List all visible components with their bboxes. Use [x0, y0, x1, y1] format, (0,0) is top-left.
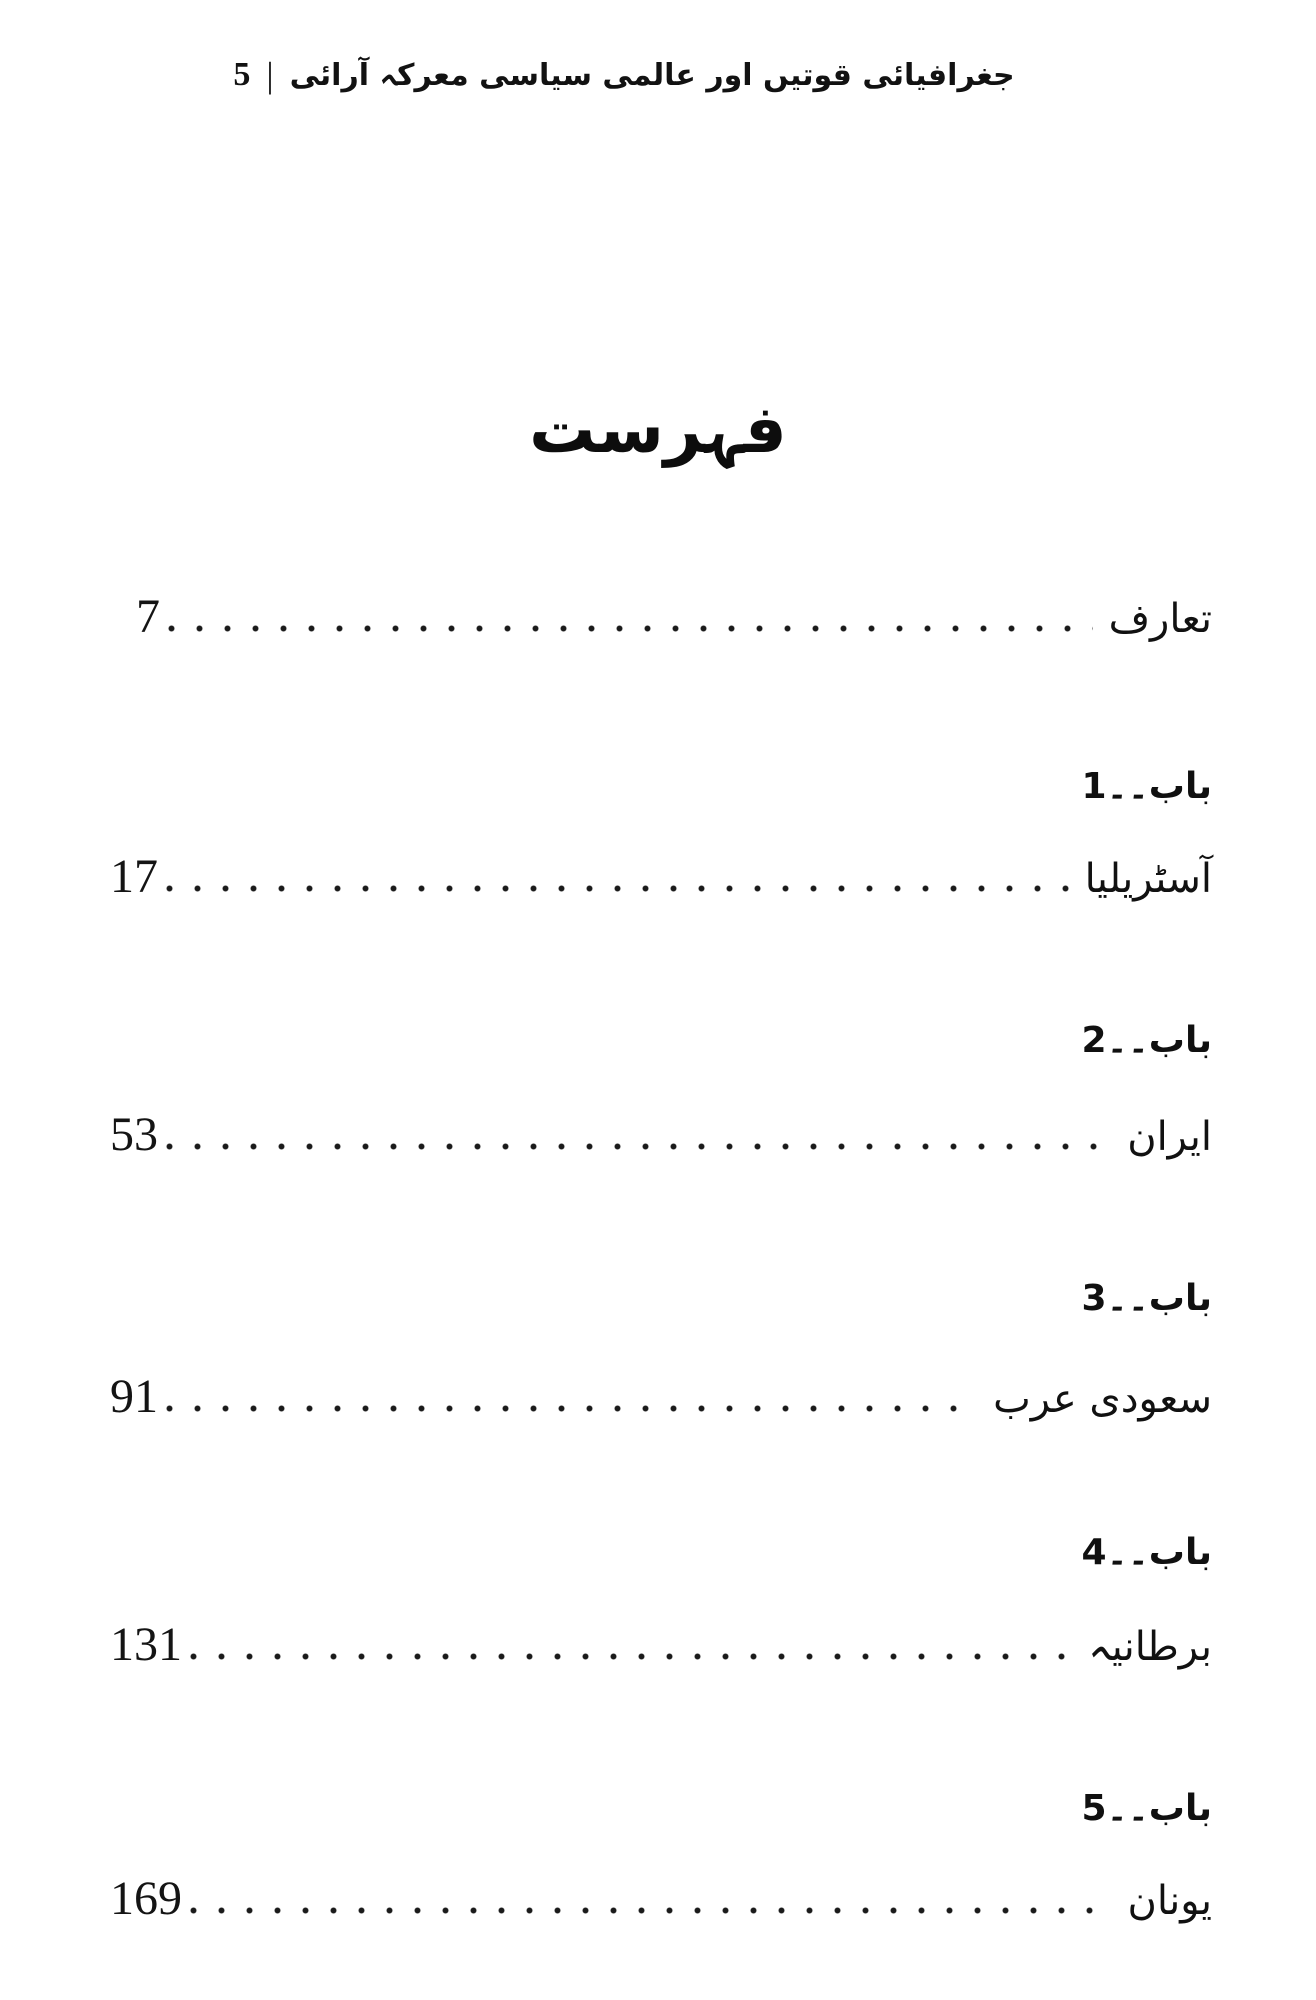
running-head-title: جغرافیائی قوتیں اور عالمی سیاسی معرکہ آرائی — [289, 58, 1015, 93]
toc-entry-label: سعودی عرب — [993, 1376, 1212, 1422]
chapter-3-heading: باب۔۔3 — [1081, 1278, 1212, 1319]
dot-leader — [190, 1907, 1112, 1914]
toc-title: فہرست — [529, 391, 787, 468]
dot-leader — [168, 625, 1093, 632]
running-head-page-number: 5 — [233, 56, 251, 93]
toc-entry-label: تعارف — [1108, 596, 1212, 642]
toc-entry-chapter-2 — [110, 1106, 1212, 1164]
toc-entry-page-number: 169 — [110, 1872, 182, 1925]
dot-leader — [166, 1405, 977, 1412]
toc-entry-label: یونان — [1127, 1878, 1212, 1924]
toc-entry-label: ایران — [1127, 1114, 1212, 1160]
chapter-5-heading: باب۔۔5 — [1081, 1788, 1212, 1829]
dot-leader — [166, 1143, 1111, 1150]
toc-entry-page-number: 7 — [136, 590, 160, 643]
running-head-separator: | — [266, 55, 274, 95]
toc-entry-chapter-4 — [110, 1616, 1212, 1674]
toc-entry-chapter-1 — [110, 848, 1212, 906]
toc-list — [110, 0, 1212, 2000]
toc-entry-chapter-3 — [110, 1368, 1212, 1426]
chapter-4-heading: باب۔۔4 — [1081, 1532, 1212, 1573]
chapter-2-heading: باب۔۔2 — [1081, 1020, 1212, 1061]
dot-leader — [190, 1653, 1072, 1660]
toc-entry-introduction — [110, 588, 1212, 646]
dot-leader — [166, 885, 1069, 892]
toc-entry-page-number: 17 — [110, 850, 158, 903]
toc-entry-chapter-5 — [110, 1870, 1212, 1928]
toc-entry-page-number: 91 — [110, 1370, 158, 1423]
toc-entry-page-number: 131 — [110, 1618, 182, 1671]
toc-entry-label: برطانیہ — [1088, 1624, 1212, 1670]
toc-entry-page-number: 53 — [110, 1108, 158, 1161]
chapter-1-heading: باب۔۔1 — [1081, 766, 1212, 807]
toc-entry-label: آسٹریلیا — [1084, 856, 1212, 902]
